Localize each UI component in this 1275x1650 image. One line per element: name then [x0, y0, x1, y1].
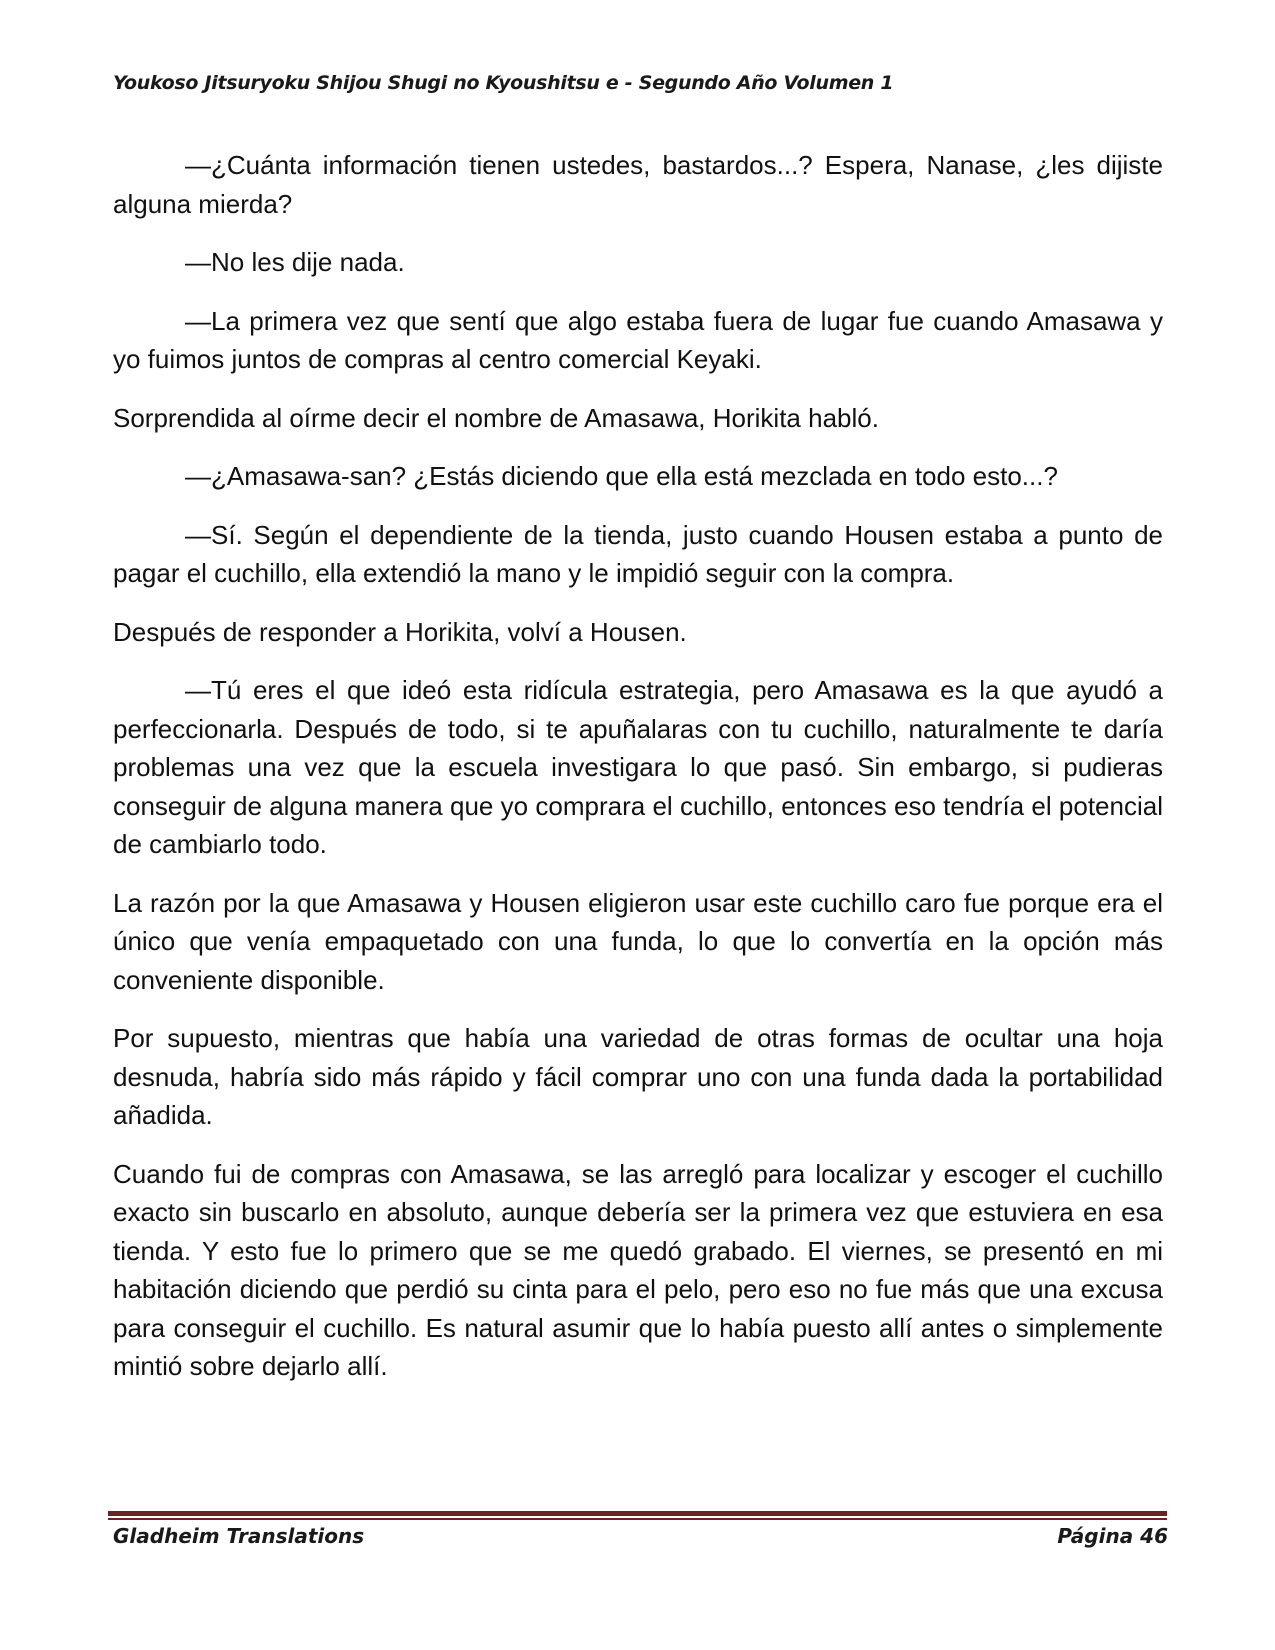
- paragraph-dialogue: —¿Cuánta información tienen ustedes, bastardos...? Espera, Nanase, ¿les dijiste alguna mierda?: [113, 150, 1163, 219]
- paragraph-dialogue: —No les dije nada.: [185, 247, 405, 277]
- paragraph-narration: Sorprendida al oírme decir el nombre de Amasawa, Horikita habló.: [113, 402, 879, 433]
- paragraph-dialogue: —Tú eres el que ideó esta ridícula estrategia, pero Amasawa es la que ayudó a perfeccionarla. Después de todo, si te apuñalaras con tu cuchillo, naturalmente te daría problemas una vez que la escuela investigara lo que pasó. Sin embargo, si pudieras conseguir de alguna manera que yo comprara el cuchillo, entonces eso tendría el potencial de cambiarlo todo.: [113, 675, 1163, 859]
- paragraph-narration: Por supuesto, mientras que había una variedad de otras formas de ocultar una hoja desnuda, habría sido más rápido y fácil comprar uno con una funda dada la portabilidad añadida.: [113, 1023, 1163, 1130]
- page-header-title: Youkoso Jitsuryoku Shijou Shugi no Kyoushitsu e - Segundo Año Volumen 1: [113, 72, 894, 94]
- document-body: [113, 146, 1163, 1386]
- footer-divider-thin: [108, 1518, 1167, 1520]
- paragraph-narration: La razón por la que Amasawa y Housen eligieron usar este cuchillo caro fue porque era el único que venía empaquetado con una funda, lo que lo convertía en la opción más conveniente disponible.: [113, 887, 1163, 995]
- footer-translator-credit: Gladheim Translations: [113, 1524, 365, 1548]
- paragraph-dialogue: —¿Amasawa-san? ¿Estás diciendo que ella está mezclada en todo esto...?: [185, 461, 1058, 491]
- footer-page-number: Página 46: [1057, 1524, 1168, 1548]
- paragraph-dialogue: —La primera vez que sentí que algo estaba fuera de lugar fue cuando Amasawa y yo fuimos juntos de compras al centro comercial Keyaki.: [113, 305, 1163, 374]
- paragraph-narration: Después de responder a Horikita, volví a Housen.: [113, 616, 687, 647]
- footer-divider-thick: [108, 1511, 1167, 1516]
- paragraph-narration: Cuando fui de compras con Amasawa, se las arregló para localizar y escoger el cuchillo exacto sin buscarlo en absoluto, aunque debería ser la primera vez que estuviera en esa tienda. Y esto fue lo primero que se me quedó grabado. El viernes, se presentó en mi habitación diciendo que perdió su cinta para el pelo, pero eso no fue más que una excusa para conseguir el cuchillo. Es natural asumir que lo había puesto allí antes o simplemente mintió sobre dejarlo allí.: [113, 1158, 1163, 1381]
- paragraph-dialogue: —Sí. Según el dependiente de la tienda, justo cuando Housen estaba a punto de pagar el cuchillo, ella extendió la mano y le impidió seguir con la compra.: [113, 519, 1163, 588]
